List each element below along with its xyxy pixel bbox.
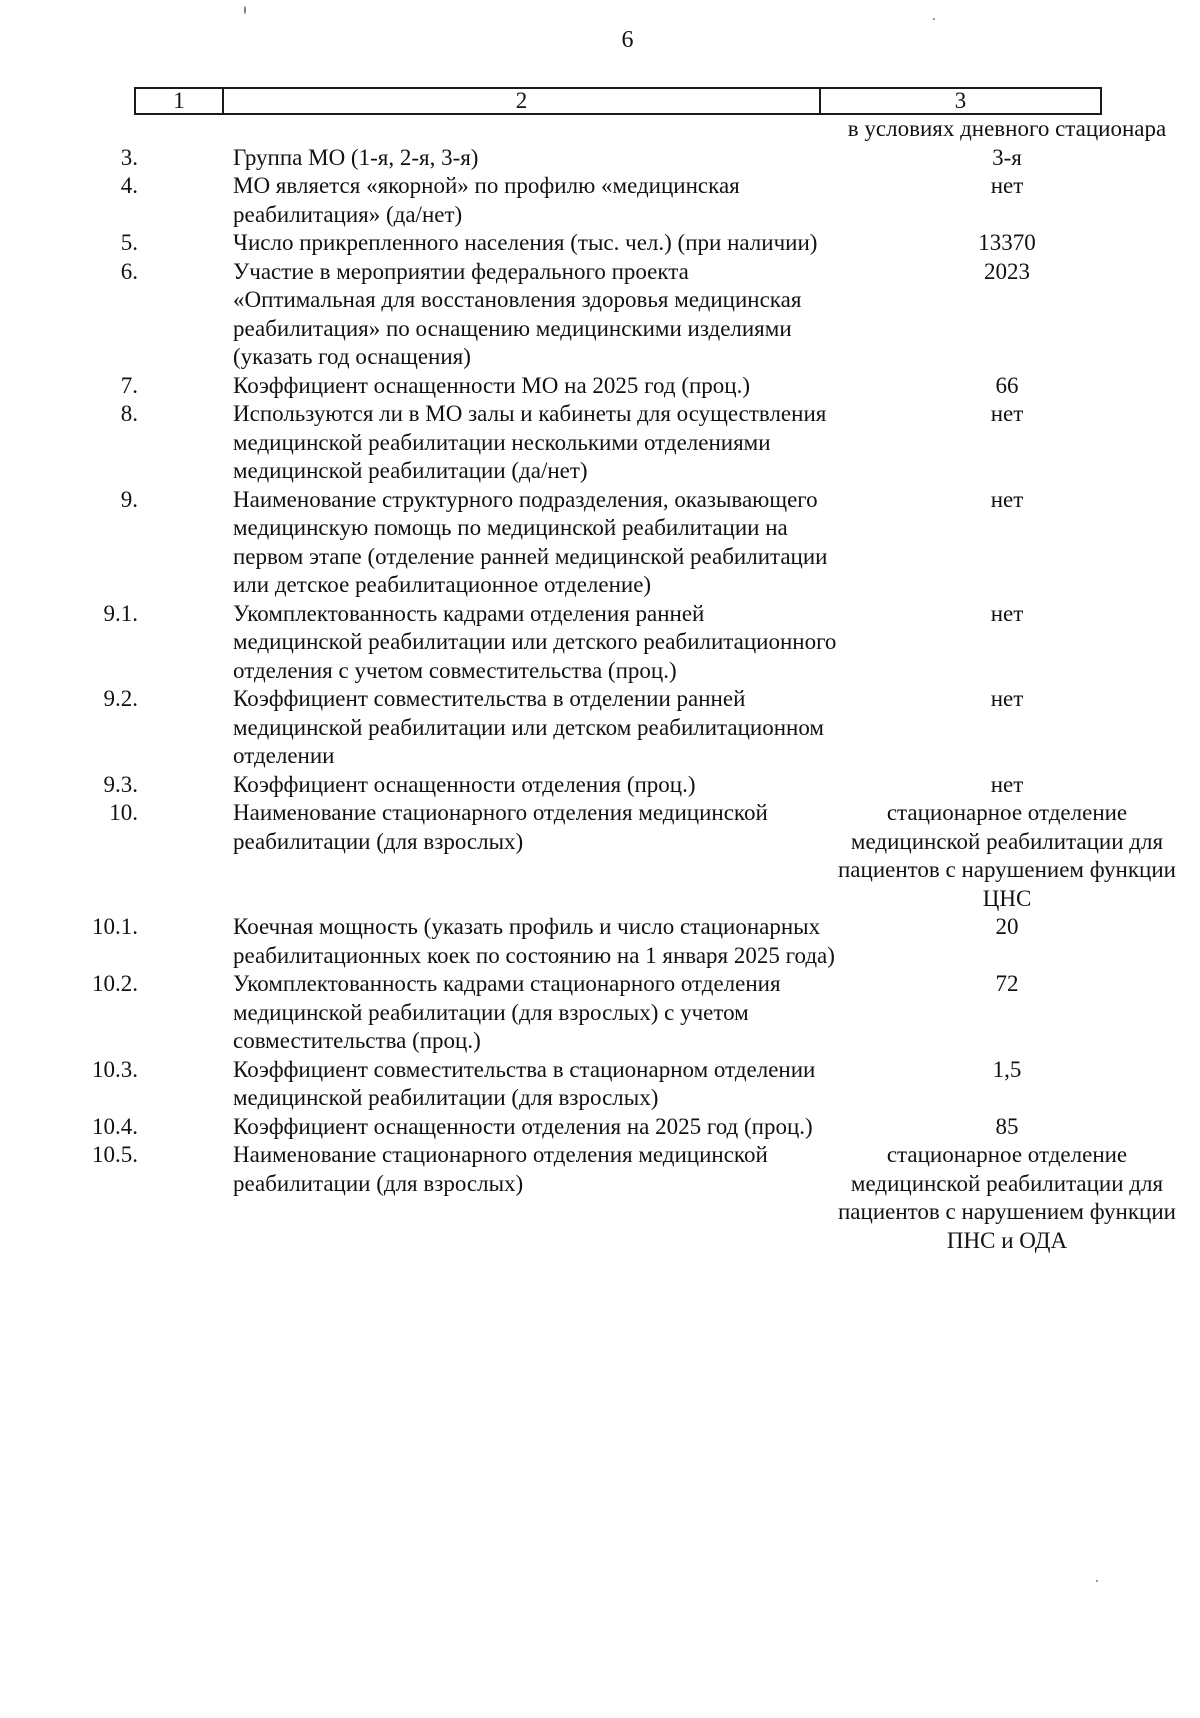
header-col-3: 3 (954, 88, 967, 113)
row-value: 72 (995, 971, 1019, 996)
row-description: Группа МО (1-я, 2-я, 3-я) (233, 144, 479, 170)
row-value: нет (990, 686, 1024, 711)
table-row (0, 771, 1200, 800)
row-number (0, 115, 142, 144)
row-description: Коечная мощность (указать профиль и число стационарных реабилитационных коек по состоянию на 1 января 2025 года) (233, 914, 835, 968)
scan-speck (244, 6, 246, 14)
row-number: 10.5. (92, 1142, 138, 1167)
table-row (0, 258, 1200, 372)
table-row (0, 600, 1200, 686)
row-description: Коэффициент совместительства в отделении ранней медицинской реабилитации или детском реабилитационном отделении (233, 686, 824, 768)
row-description: Коэффициент оснащенности отделения на 2025 год (проц.) (233, 1113, 813, 1139)
row-number: 10.2. (92, 971, 138, 996)
header-col-1: 1 (136, 89, 224, 113)
row-description: Число прикрепленного населения (тыс. чел.) (при наличии) (233, 230, 818, 255)
row-description (142, 115, 837, 144)
row-description: Укомплектованность кадрами отделения ранней медицинской реабилитации или детского реабилитационного отделения с учетом совместительства (проц.) (233, 600, 837, 683)
row-description: Укомплектованность кадрами стационарного отделения медицинской реабилитации (для взрослых) с учетом совместительства (проц.) (233, 971, 781, 1053)
row-number: 10.1. (92, 914, 138, 939)
row-value: 20 (995, 914, 1019, 939)
row-description: Используются ли в МО залы и кабинеты для осуществления медицинской реабилитации несколькими отделениями медицинской реабилитации (да/нет) (233, 401, 827, 483)
row-value: 1,5 (992, 1056, 1022, 1082)
row-description: Коэффициент совместительства в стационарном отделении медицинской реабилитации (для взрослых) (233, 1056, 816, 1110)
table-body (0, 115, 1200, 1255)
row-value: нет (990, 771, 1024, 797)
scan-speck (1096, 1580, 1098, 1582)
row-value: 3-я (992, 144, 1022, 170)
row-number: 6. (120, 258, 138, 284)
row-description: Коэффициент оснащенности МО на 2025 год (проц.) (233, 372, 751, 398)
row-number: 9.3. (103, 771, 138, 797)
table-header-row (134, 87, 1102, 115)
row-number: 10.4. (92, 1113, 138, 1139)
row-number: 5. (120, 230, 138, 255)
table-row (0, 913, 1200, 970)
scan-speck (933, 18, 935, 20)
row-number: 10. (109, 800, 138, 825)
row-description: Наименование стационарного отделения медицинской реабилитации (для взрослых) (233, 800, 768, 854)
row-value: стационарное отделение медицинской реабилитации для пациентов с нарушением функции ПНС и ОДА (838, 1142, 1176, 1253)
row-description: МО является «якорной» по профилю «медицинская реабилитация» (да/нет) (233, 173, 740, 227)
table-row (0, 799, 1200, 913)
table-row (0, 1113, 1200, 1142)
table-row (0, 1056, 1200, 1113)
table-row (0, 400, 1200, 486)
row-number: 9.2. (103, 686, 138, 711)
row-value: 2023 (984, 258, 1030, 284)
row-number: 3. (120, 144, 138, 170)
row-description: Наименование стационарного отделения медицинской реабилитации (для взрослых) (233, 1142, 768, 1196)
table-row (0, 372, 1200, 401)
row-value: в условиях дневного стационара (847, 116, 1167, 141)
row-number: 9.1. (103, 600, 138, 626)
row-description: Наименование структурного подразделения, оказывающего медицинскую помощь по медицинской реабилитации на первом этапе (отделение ранней медицинской реабилитации или детское реабилитационное отделение) (233, 486, 828, 597)
table-row (0, 144, 1200, 173)
table-row (0, 229, 1200, 258)
row-description: Участие в мероприятии федерального проекта «Оптимальная для восстановления здоровья медицинская реабилитация» по оснащению медицинскими изделиями (указать год оснащения) (233, 258, 802, 369)
row-value: нет (990, 173, 1024, 198)
row-number: 9. (120, 486, 138, 512)
row-value: 66 (995, 372, 1019, 398)
header-col-2: 2 (224, 89, 821, 113)
table-row (0, 685, 1200, 771)
row-number: 10.3. (92, 1056, 138, 1082)
row-value: 85 (995, 1113, 1019, 1139)
row-number: 7. (120, 372, 138, 398)
page-number: 6 (621, 27, 634, 53)
table-row (0, 115, 1200, 144)
row-number: 8. (120, 401, 138, 426)
table-row (0, 486, 1200, 600)
table-row (0, 1141, 1200, 1255)
row-value: нет (990, 600, 1024, 626)
row-value: 13370 (978, 230, 1036, 255)
row-description: Коэффициент оснащенности отделения (проц.) (233, 771, 696, 797)
table-row (0, 172, 1200, 229)
row-number: 4. (120, 173, 138, 198)
row-value: нет (990, 401, 1024, 426)
row-value: нет (990, 486, 1024, 512)
table-row (0, 970, 1200, 1056)
row-value: стационарное отделение медицинской реабилитации для пациентов с нарушением функции ЦНС (838, 800, 1176, 911)
